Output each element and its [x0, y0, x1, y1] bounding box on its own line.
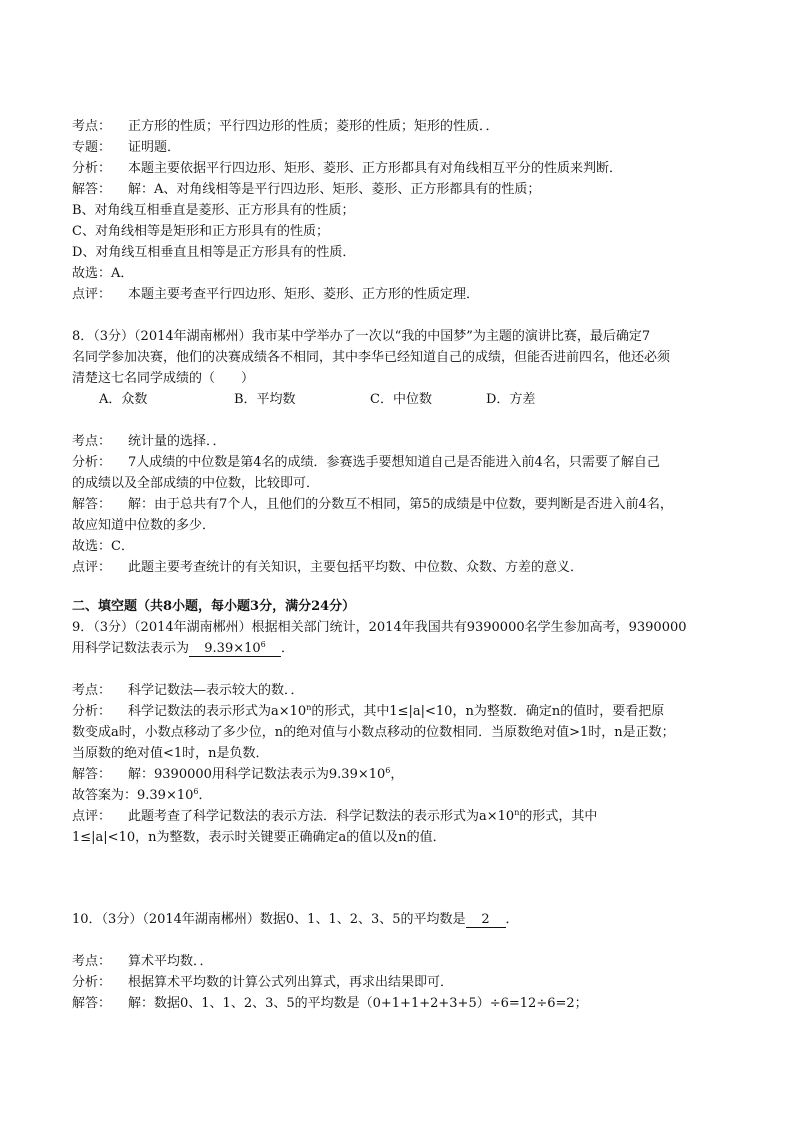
text: ．: [281, 641, 295, 656]
q10-fenxi-line: [72, 974, 453, 992]
label: 解答：: [72, 767, 112, 782]
label: 分析：: [72, 455, 112, 470]
label: 考点：: [72, 434, 112, 449]
q8-jieda-line-1: [72, 496, 673, 514]
label: 分析：: [72, 161, 112, 176]
text: 根据算术平均数的计算公式列出算式，再求出结果即可．: [128, 975, 454, 990]
q7-fenxi-line: [72, 160, 622, 178]
text: 正方形的性质；平行四边形的性质；菱形的性质；矩形的性质．．: [128, 119, 499, 134]
q8-jieda-line-2: 故应知道中位数的多少．: [72, 518, 216, 533]
q10-kaodian-line: [72, 953, 213, 971]
text: 7人成绩的中位数是第4名的成绩．参赛选手要想知道自己是否能进入前4名，只需要了解自己: [128, 455, 660, 470]
label: 点评：: [72, 287, 112, 302]
text: 本题主要考查平行四边形、矩形、菱形、正方形的性质定理．: [128, 287, 480, 302]
answer-base: 9.39×10: [204, 641, 261, 656]
text: 此题主要考查统计的有关知识，主要包括平均数、中位数、众数、方差的意义．: [128, 560, 584, 575]
exponent: n: [514, 808, 520, 817]
q8-fenxi-line-2: 的成绩以及全部成绩的中位数，比较即可．: [72, 476, 320, 491]
text: 解：A、对角线相等是平行四边形、矩形、菱形、正方形都具有的性质；: [128, 182, 541, 197]
label: 点评：: [72, 560, 112, 575]
text: 10．（3分）（2014年湖南郴州）数据0、1、1、2、3、5的平均数是: [72, 912, 466, 927]
answer-blank: 2: [466, 912, 506, 928]
q7-guxuan-line: 故选：A．: [72, 266, 134, 281]
q8-fenxi-line-1: [72, 454, 660, 472]
label: 考点：: [72, 119, 112, 134]
q9-stem-line-1: 9．（3分）（2014年湖南郴州）根据相关部门统计，2014年我国共有9390000名学生参加高考，9390000: [72, 620, 687, 635]
text: 解：数据0、1、1、2、3、5的平均数是（0+1+1+2+3+5）÷6=12÷6=2；: [128, 996, 588, 1011]
text: 的形式，其中: [519, 809, 598, 824]
label: 考点：: [72, 683, 112, 698]
text: 科学记数法的表示形式为a×10: [128, 704, 307, 719]
exponent: 6: [385, 766, 391, 775]
q7-option-c-line: C、对角线相等是矩形和正方形具有的性质；: [72, 224, 329, 239]
text: 此题考查了科学记数法的表示方法．科学记数法的表示形式为a×10: [128, 809, 515, 824]
q9-dianping-line-2: 1≤|a|<10，n为整数，表示时关键要正确确定a的值以及n的值．: [72, 830, 446, 845]
q8-kaodian-line: [72, 433, 226, 451]
q8-stem-line-3: 清楚这七名同学成绩的（ ）: [72, 371, 255, 386]
answer-blank: [189, 641, 281, 657]
text: 故答案为：9.39×10: [72, 788, 194, 803]
text: 证明题．: [128, 140, 181, 155]
q9-fenxi-line-3: 当原数的绝对值<1时，n是负数．: [72, 746, 269, 761]
text: 用科学记数法表示为: [72, 641, 190, 656]
label: 考点：: [72, 954, 112, 969]
q8-stem-line-1: 8．（3分）（2014年湖南郴州）我市某中学举办了一次以“我的中国梦”为主题的演讲比赛，最后确定7: [72, 329, 651, 344]
q8-dianping-line: [72, 559, 583, 577]
q8-option-d: D．方差: [486, 392, 536, 407]
q7-option-d-line: D、对角线互相垂直且相等是正方形具有的性质．: [72, 245, 356, 260]
label: 解答：: [72, 497, 112, 512]
q8-guxuan-line: 故选：C．: [72, 539, 134, 554]
label: 专题：: [72, 140, 112, 155]
q7-kaodian-line: [72, 118, 499, 136]
label: 点评：: [72, 809, 112, 824]
q9-stem-line-2: [72, 640, 294, 658]
exponent: 6: [193, 787, 199, 796]
label: 分析：: [72, 975, 112, 990]
answer-exponent: 6: [260, 640, 266, 649]
exponent: n: [306, 703, 312, 712]
text: ．: [198, 788, 212, 803]
q9-dianping-line-1: [72, 808, 597, 826]
label: 解答：: [72, 182, 112, 197]
text: 的形式，其中1≤|a|<10，n为整数．确定n的值时，要看把原: [311, 704, 665, 719]
text: ，: [390, 767, 404, 782]
q7-dianping-line: [72, 286, 479, 304]
q8-stem-line-2: 名同学参加决赛，他们的决赛成绩各不相同，其中李华已经知道自己的成绩，但能否进前四名，他还必须: [72, 350, 671, 365]
q7-zhuanti-line: [72, 139, 180, 157]
q9-jieda-line: [72, 766, 403, 784]
label: 分析：: [72, 704, 112, 719]
section-heading: 二、填空题（共8小题，每小题3分，满分24分）: [72, 599, 356, 614]
q9-fenxi-line-2: 数变成a时，小数点移动了多少位，n的绝对值与小数点移动的位数相同．当原数绝对值>1时，n是正数；: [72, 725, 675, 740]
text: 本题主要依据平行四边形、矩形、菱形、正方形都具有对角线相互平分的性质来判断．: [128, 161, 623, 176]
q9-answer-line: [72, 787, 212, 805]
text: 科学记数法—表示较大的数．．: [128, 683, 304, 698]
q8-option-a: A．众数: [99, 392, 148, 407]
q9-kaodian-line: [72, 682, 304, 700]
q10-jieda-line: [72, 995, 588, 1013]
q10-stem-line: [72, 911, 519, 929]
q8-option-c: C．中位数: [370, 392, 432, 407]
q8-option-b: B．平均数: [234, 392, 296, 407]
q7-jieda-line: [72, 181, 540, 199]
label: 解答：: [72, 996, 112, 1011]
text: 统计量的选择．．: [128, 434, 226, 449]
q9-fenxi-line-1: [72, 703, 664, 721]
text: 算术平均数．．: [128, 954, 213, 969]
text: ．: [505, 912, 519, 927]
text: 解：9390000用科学记数法表示为9.39×10: [128, 767, 386, 782]
q7-option-b-line: B、对角线互相垂直是菱形、正方形具有的性质；: [72, 203, 355, 218]
text: 解：由于总共有7个人，且他们的分数互不相同，第5的成绩是中位数，要判断是否进入前4名，: [128, 497, 673, 512]
